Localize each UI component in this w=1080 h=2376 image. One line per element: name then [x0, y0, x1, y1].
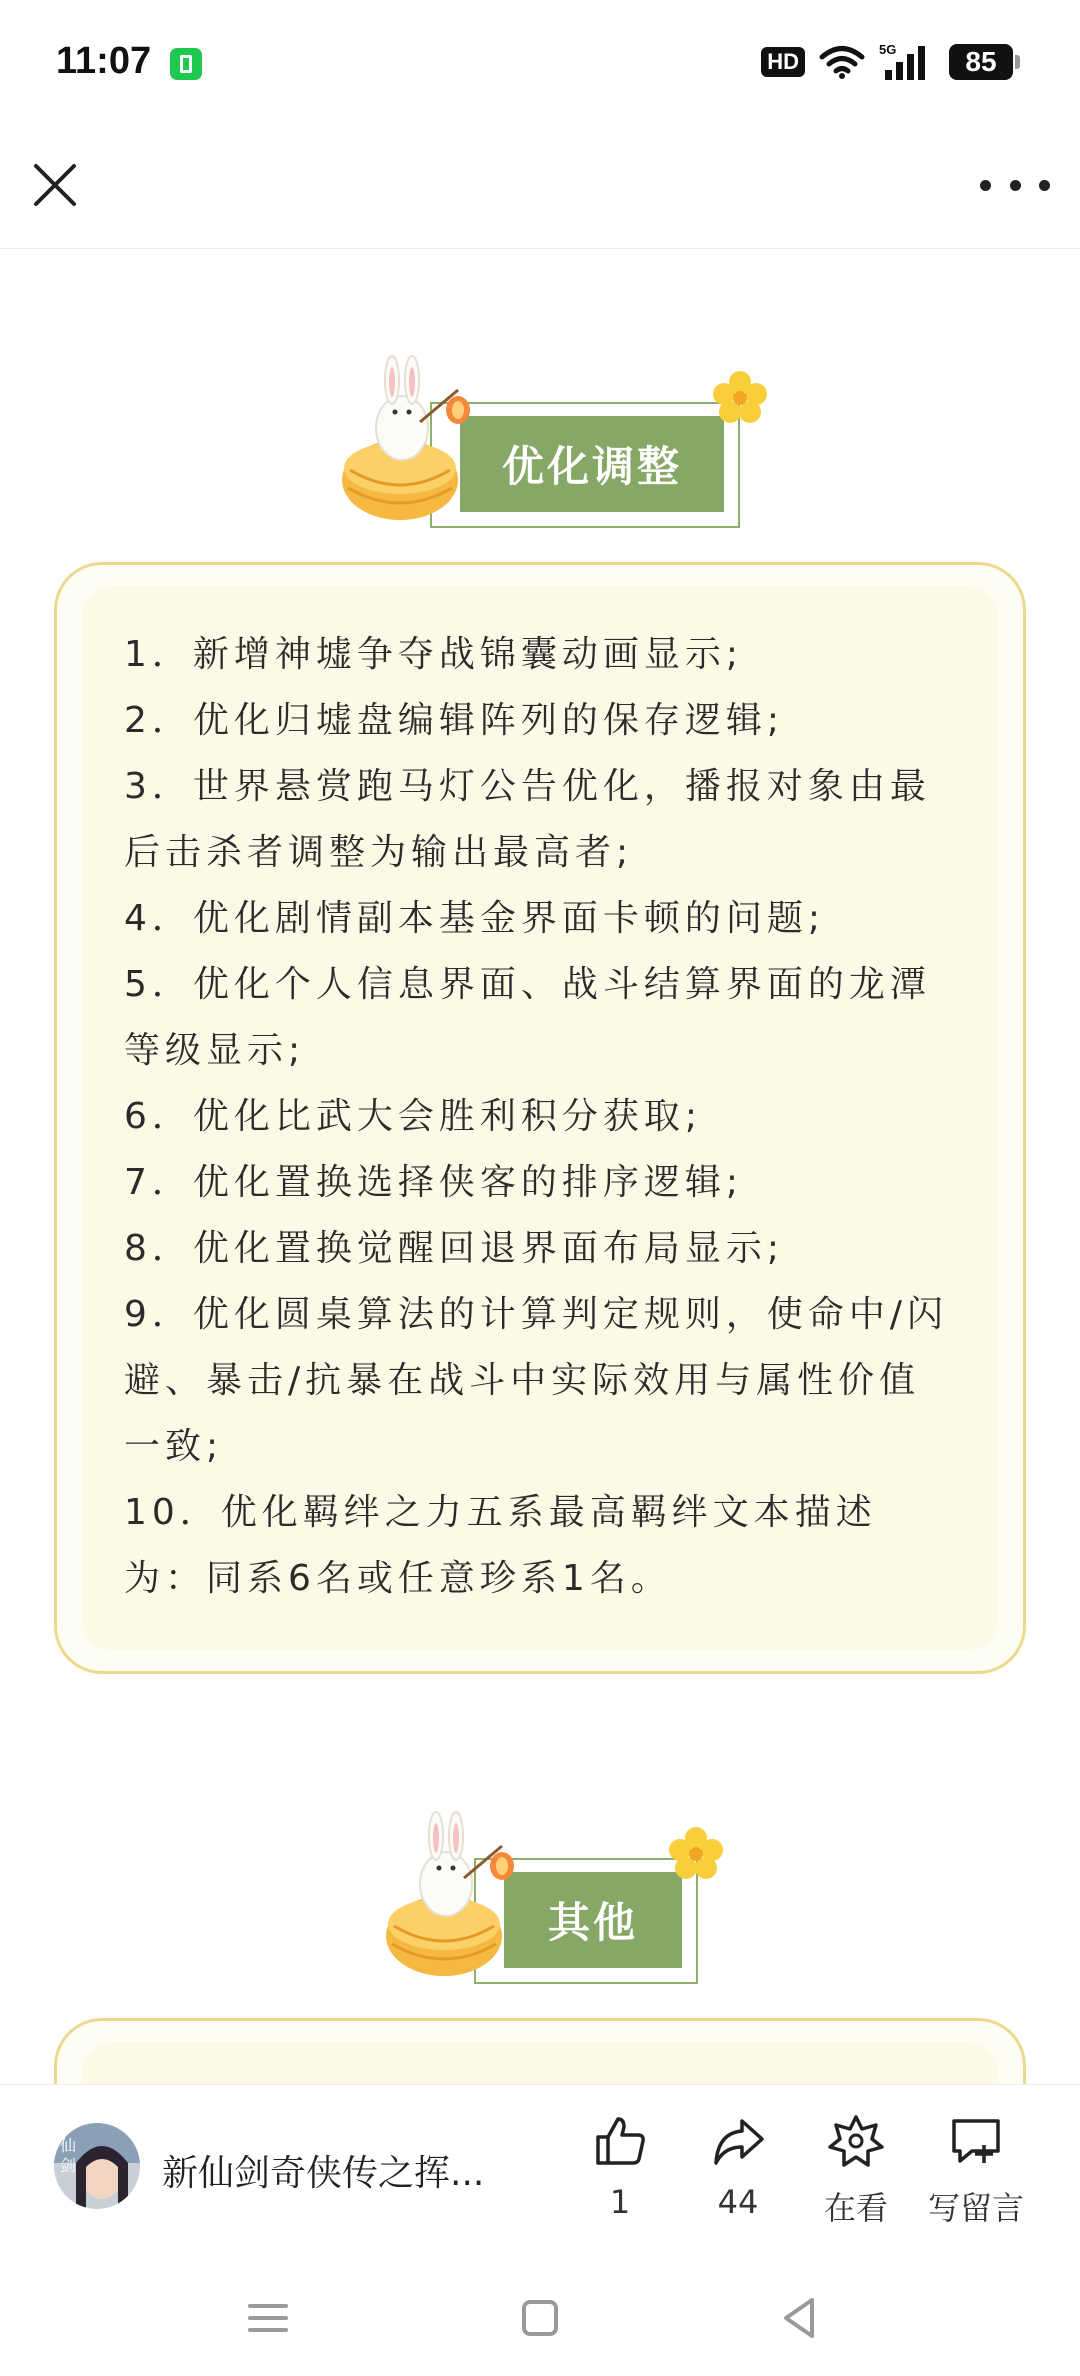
list-item: 8．优化置换觉醒回退界面布局显示; [124, 1228, 785, 1269]
list-item: 4．优化剧情副本基金界面卡顿的问题; [124, 898, 826, 939]
rabbit-mooncake-icon [340, 350, 480, 530]
account-avatar[interactable] [54, 2123, 140, 2209]
list-item: 3．世界悬赏跑马灯公告优化，播报对象由最后击杀者调整为输出最高者; [124, 766, 931, 873]
wow-button[interactable] [796, 2113, 916, 2229]
update-notes-card [54, 562, 1026, 1674]
section-title-optimize: 优化调整 [460, 416, 724, 512]
thumbs-up-icon [592, 2113, 648, 2169]
article-action-bar [0, 2084, 1080, 2261]
status-icons [761, 42, 1020, 82]
status-bar [0, 0, 1080, 130]
list-item: 10．优化羁绊之力五系最高羁绊文本描述为：同系6名或任意珍系1名。 [124, 1492, 877, 1599]
battery-indicator [949, 44, 1020, 80]
share-icon [710, 2113, 766, 2169]
list-item: 5．优化个人信息界面、战斗结算界面的龙潭等级显示; [124, 964, 931, 1071]
section-title-other: 其他 [504, 1872, 682, 1968]
more-dot [1010, 180, 1021, 191]
more-icon[interactable] [980, 160, 1050, 210]
flower-icon [666, 1824, 726, 1884]
status-time: 11:07 [56, 40, 152, 82]
battery-tip [1015, 55, 1020, 69]
close-icon[interactable] [30, 160, 80, 210]
home-icon[interactable] [512, 2290, 568, 2346]
svg-text:剑: 剑 [60, 2156, 77, 2175]
system-nav-bar [0, 2260, 1080, 2376]
like-count: 1 [609, 2183, 631, 2221]
more-dot [1039, 180, 1050, 191]
list-item: 6．优化比武大会胜利积分获取; [124, 1096, 703, 1137]
update-notes-list [124, 622, 956, 1612]
share-button[interactable] [678, 2113, 798, 2221]
hd-badge: HD [761, 47, 805, 77]
comment-label: 写留言 [927, 2189, 1024, 2227]
list-item: 1．新增神墟争夺战锦囊动画显示; [124, 634, 744, 675]
article-header [0, 130, 1080, 249]
comment-button[interactable] [916, 2113, 1036, 2229]
list-item: 2．优化归墟盘编辑阵列的保存逻辑; [124, 700, 785, 741]
section-banner-other [384, 1806, 734, 1986]
account-name[interactable]: 新仙剑奇侠传之挥... [162, 2153, 485, 2194]
like-button[interactable] [560, 2113, 680, 2221]
wow-star-icon [828, 2113, 884, 2169]
back-icon[interactable] [772, 2290, 828, 2346]
battery-level: 85 [949, 44, 1013, 80]
network-type-label: 5G [879, 42, 897, 57]
share-count: 44 [717, 2183, 759, 2221]
app-notification-icon [170, 48, 202, 80]
section-banner-optimize [340, 350, 780, 530]
list-item: 9．优化圆桌算法的计算判定规则，使命中/闪避、暴击/抗暴在战斗中实际效用与属性价值一致; [124, 1294, 949, 1467]
wow-label: 在看 [823, 2189, 888, 2227]
menu-icon[interactable] [240, 2290, 296, 2346]
flower-icon [710, 368, 770, 428]
rabbit-mooncake-icon [384, 1806, 524, 1986]
signal-icon [879, 42, 935, 82]
list-item: 7．优化置换选择侠客的排序逻辑; [124, 1162, 744, 1203]
svg-text:仙: 仙 [60, 2136, 77, 2155]
more-dot [980, 180, 991, 191]
comment-icon [948, 2113, 1004, 2169]
wifi-icon [819, 44, 865, 80]
